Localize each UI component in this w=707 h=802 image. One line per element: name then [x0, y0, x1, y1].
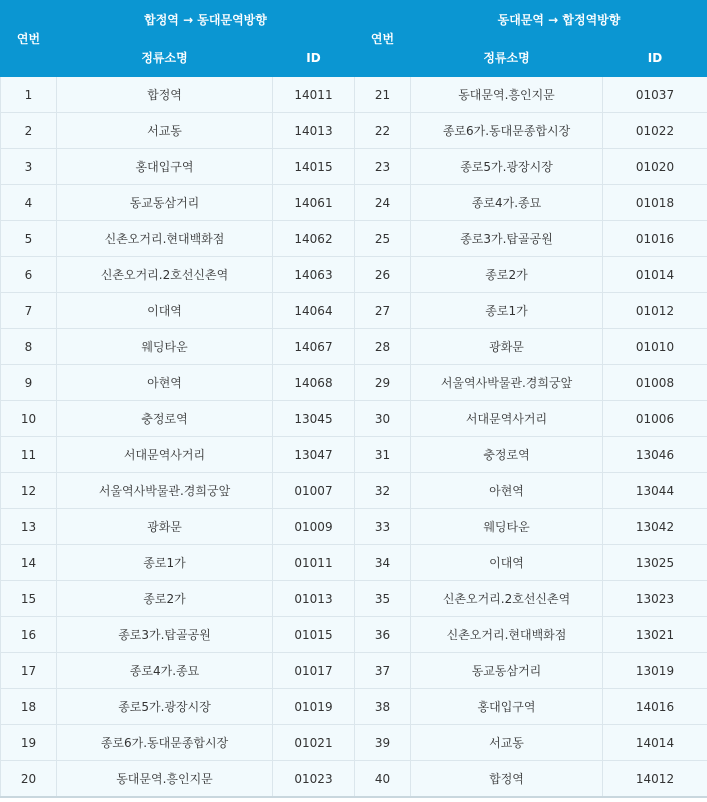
stop-name-cell: 웨딩타운: [411, 509, 603, 545]
seq-cell: 17: [1, 653, 57, 689]
seq-cell: 4: [1, 185, 57, 221]
stop-name-cell: 종로2가: [411, 257, 603, 293]
table-row: [1, 149, 707, 185]
table-row: [1, 257, 707, 293]
seq-cell: 34: [355, 545, 411, 581]
stop-id-cell: 14067: [273, 329, 355, 365]
table-row: [1, 725, 707, 761]
seq-cell: 31: [355, 437, 411, 473]
stop-name-cell: 광화문: [57, 509, 273, 545]
seq-cell: 36: [355, 617, 411, 653]
seq-cell: 40: [355, 761, 411, 798]
seq-cell: 22: [355, 113, 411, 149]
seq-cell: 25: [355, 221, 411, 257]
table-row: [1, 473, 707, 509]
stop-name-cell: 동대문역.흥인지문: [411, 77, 603, 113]
stop-id-cell: 14068: [273, 365, 355, 401]
table-header: [1, 1, 707, 77]
seq-cell: 12: [1, 473, 57, 509]
stop-id-cell: 13046: [603, 437, 707, 473]
stop-id-cell: 01012: [603, 293, 707, 329]
stop-name-cell: 합정역: [57, 77, 273, 113]
stop-name-cell: 서대문역사거리: [411, 401, 603, 437]
seq-cell: 23: [355, 149, 411, 185]
stop-name-cell: 동교동삼거리: [57, 185, 273, 221]
stop-name-cell: 아현역: [57, 365, 273, 401]
table-row: [1, 113, 707, 149]
stop-name-cell: 광화문: [411, 329, 603, 365]
stop-name-cell: 신촌오거리.현대백화점: [57, 221, 273, 257]
stop-name-cell: 종로5가.광장시장: [57, 689, 273, 725]
table-row: [1, 185, 707, 221]
seq-cell: 20: [1, 761, 57, 798]
id-header-left: ID: [273, 39, 355, 77]
seq-header-right: 연번: [355, 1, 411, 77]
stop-id-cell: 13044: [603, 473, 707, 509]
stop-id-cell: 01015: [273, 617, 355, 653]
table-row: [1, 329, 707, 365]
stop-name-cell: 신촌오거리.2호선신촌역: [411, 581, 603, 617]
table-row: [1, 221, 707, 257]
stop-id-cell: 14014: [603, 725, 707, 761]
stop-name-cell: 종로6가.동대문종합시장: [411, 113, 603, 149]
stop-id-cell: 01014: [603, 257, 707, 293]
stop-name-cell: 종로1가: [411, 293, 603, 329]
stop-name-cell: 서울역사박물관.경희궁앞: [411, 365, 603, 401]
stop-id-cell: 01019: [273, 689, 355, 725]
seq-cell: 27: [355, 293, 411, 329]
seq-cell: 37: [355, 653, 411, 689]
seq-cell: 15: [1, 581, 57, 617]
seq-cell: 14: [1, 545, 57, 581]
stop-name-cell: 동교동삼거리: [411, 653, 603, 689]
stop-name-cell: 서대문역사거리: [57, 437, 273, 473]
table-row: [1, 545, 707, 581]
seq-cell: 26: [355, 257, 411, 293]
stop-name-cell: 홍대입구역: [57, 149, 273, 185]
stop-name-cell: 종로6가.동대문종합시장: [57, 725, 273, 761]
stop-id-cell: 14015: [273, 149, 355, 185]
stop-id-cell: 14016: [603, 689, 707, 725]
table-row: [1, 761, 707, 798]
stop-name-cell: 종로4가.종묘: [411, 185, 603, 221]
seq-cell: 33: [355, 509, 411, 545]
stop-id-cell: 01011: [273, 545, 355, 581]
stop-id-cell: 13019: [603, 653, 707, 689]
stop-name-cell: 종로4가.종묘: [57, 653, 273, 689]
stop-id-cell: 13047: [273, 437, 355, 473]
seq-cell: 29: [355, 365, 411, 401]
stop-name-cell: 동대문역.흥인지문: [57, 761, 273, 798]
table-row: [1, 653, 707, 689]
table-row: [1, 689, 707, 725]
direction-header-to-dongdaemun: 합정역 → 동대문역방향: [57, 1, 355, 39]
stop-id-cell: 01017: [273, 653, 355, 689]
seq-cell: 5: [1, 221, 57, 257]
stop-name-cell: 신촌오거리.2호선신촌역: [57, 257, 273, 293]
stop-id-cell: 01021: [273, 725, 355, 761]
seq-cell: 24: [355, 185, 411, 221]
stop-id-cell: 01023: [273, 761, 355, 798]
seq-cell: 19: [1, 725, 57, 761]
stop-id-cell: 13025: [603, 545, 707, 581]
stop-id-cell: 01010: [603, 329, 707, 365]
stop-name-cell: 충정로역: [411, 437, 603, 473]
seq-cell: 16: [1, 617, 57, 653]
stop-name-header-right: 정류소명: [411, 39, 603, 77]
stop-id-cell: 01020: [603, 149, 707, 185]
seq-cell: 1: [1, 77, 57, 113]
table-row: [1, 77, 707, 113]
seq-cell: 28: [355, 329, 411, 365]
seq-cell: 30: [355, 401, 411, 437]
seq-cell: 13: [1, 509, 57, 545]
stop-id-cell: 01009: [273, 509, 355, 545]
stop-name-cell: 이대역: [411, 545, 603, 581]
seq-cell: 21: [355, 77, 411, 113]
table-row: [1, 365, 707, 401]
table-row: [1, 581, 707, 617]
stop-id-cell: 01016: [603, 221, 707, 257]
stop-name-cell: 서울역사박물관.경희궁앞: [57, 473, 273, 509]
stop-id-cell: 13045: [273, 401, 355, 437]
stop-name-header-left: 정류소명: [57, 39, 273, 77]
stop-id-cell: 01007: [273, 473, 355, 509]
seq-cell: 38: [355, 689, 411, 725]
stop-id-cell: 13021: [603, 617, 707, 653]
seq-cell: 3: [1, 149, 57, 185]
stop-id-cell: 01022: [603, 113, 707, 149]
stop-name-cell: 웨딩타운: [57, 329, 273, 365]
seq-cell: 9: [1, 365, 57, 401]
seq-cell: 8: [1, 329, 57, 365]
stop-name-cell: 종로5가.광장시장: [411, 149, 603, 185]
seq-cell: 35: [355, 581, 411, 617]
stop-name-cell: 이대역: [57, 293, 273, 329]
stop-id-cell: 13042: [603, 509, 707, 545]
stop-name-cell: 종로1가: [57, 545, 273, 581]
table-row: [1, 401, 707, 437]
stop-name-cell: 충정로역: [57, 401, 273, 437]
id-header-right: ID: [603, 39, 707, 77]
seq-cell: 6: [1, 257, 57, 293]
stop-name-cell: 서교동: [57, 113, 273, 149]
stop-name-cell: 종로3가.탑골공원: [57, 617, 273, 653]
stop-name-cell: 합정역: [411, 761, 603, 798]
stop-id-cell: 14064: [273, 293, 355, 329]
stop-name-cell: 아현역: [411, 473, 603, 509]
table-row: [1, 293, 707, 329]
seq-cell: 39: [355, 725, 411, 761]
stop-name-cell: 서교동: [411, 725, 603, 761]
stop-id-cell: 14061: [273, 185, 355, 221]
stop-id-cell: 01008: [603, 365, 707, 401]
stop-id-cell: 01018: [603, 185, 707, 221]
seq-cell: 10: [1, 401, 57, 437]
table-row: [1, 617, 707, 653]
stop-id-cell: 01013: [273, 581, 355, 617]
stop-id-cell: 14063: [273, 257, 355, 293]
seq-cell: 18: [1, 689, 57, 725]
seq-cell: 11: [1, 437, 57, 473]
stop-name-cell: 신촌오거리.현대백화점: [411, 617, 603, 653]
stop-id-cell: 14013: [273, 113, 355, 149]
stop-name-cell: 종로2가: [57, 581, 273, 617]
seq-header-left: 연번: [1, 1, 57, 77]
table-body: [1, 77, 707, 798]
seq-cell: 7: [1, 293, 57, 329]
seq-cell: 2: [1, 113, 57, 149]
stop-id-cell: 14011: [273, 77, 355, 113]
seq-cell: 32: [355, 473, 411, 509]
stop-id-cell: 01006: [603, 401, 707, 437]
stop-id-cell: 13023: [603, 581, 707, 617]
stop-name-cell: 홍대입구역: [411, 689, 603, 725]
stop-id-cell: 14012: [603, 761, 707, 798]
stop-id-cell: 01037: [603, 77, 707, 113]
direction-header-to-hapjeong: 동대문역 → 합정역방향: [411, 1, 707, 39]
stop-name-cell: 종로3가.탑골공원: [411, 221, 603, 257]
table-row: [1, 509, 707, 545]
stop-id-cell: 14062: [273, 221, 355, 257]
table-row: [1, 437, 707, 473]
